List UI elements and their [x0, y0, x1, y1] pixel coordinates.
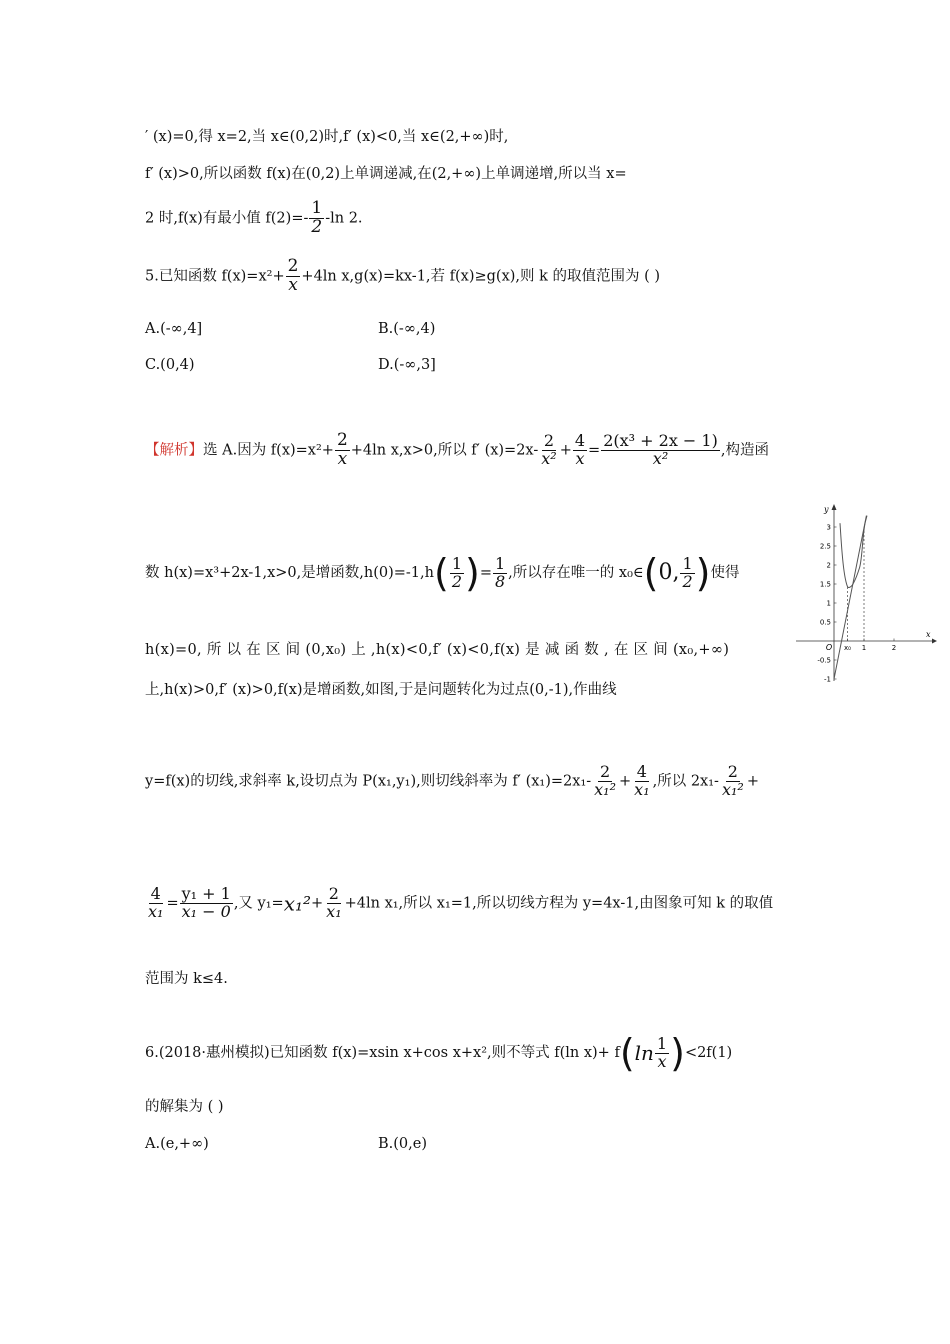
x-tick-label: 2: [891, 644, 897, 652]
x-axis-arrow: [932, 639, 937, 644]
fraction: [655, 1033, 669, 1071]
left-paren: (: [433, 551, 449, 595]
series-tangent: [834, 516, 866, 679]
series-curve: [840, 516, 867, 588]
frac-den: x: [288, 274, 298, 295]
text: ,构造函: [720, 442, 769, 459]
y-tick-label: 0.5: [819, 618, 831, 627]
text: +: [559, 442, 572, 459]
y-tick-label: 3: [826, 523, 831, 532]
option-c: C.(0,4): [145, 357, 195, 373]
frac-num: 2: [543, 431, 555, 451]
fraction: [146, 886, 165, 921]
frac-num: 2(x³ + 2x − 1): [603, 431, 718, 451]
text: =: [588, 442, 601, 459]
option-6a: A.(e,+∞): [145, 1136, 209, 1152]
fraction: [592, 764, 618, 799]
frac-den: 2: [311, 216, 323, 237]
option-d: D.(-∞,3]: [378, 357, 436, 373]
text: ,所以存在唯一的 x₀∈: [508, 565, 644, 581]
fraction: [539, 433, 558, 468]
question-6-cont: 的解集为 ( ): [145, 1099, 224, 1115]
option-6b: B.(0,e): [378, 1136, 427, 1152]
text: ,所以 2x₁-: [652, 773, 719, 790]
option-b: B.(-∞,4): [378, 321, 436, 337]
frac-den: 2: [682, 571, 693, 591]
fraction: [450, 553, 464, 591]
frac-num: 1: [494, 553, 506, 573]
right-paren: ): [465, 551, 480, 595]
frac-num: y₁ + 1: [181, 884, 231, 903]
fraction: [573, 433, 587, 468]
fraction: [335, 432, 350, 469]
frac-num: 2: [599, 762, 611, 781]
frac-num: 2: [727, 762, 738, 781]
text: =: [479, 565, 492, 581]
text: +: [746, 773, 759, 790]
frac-num: 4: [636, 762, 647, 781]
solution-line-7: 范围为 k≤4.: [145, 971, 228, 987]
right-paren: ): [695, 551, 711, 595]
text: <2f(1): [684, 1045, 733, 1061]
text: 数 h(x)=x³+2x-1,x>0,是增函数,h(0)=-1,h: [145, 565, 434, 581]
fraction: [286, 258, 301, 295]
interval-start: 0,: [658, 560, 680, 585]
frac-den: 8: [494, 571, 506, 591]
frac-den: x²: [541, 448, 557, 468]
text: +4ln x₁,所以 x₁=1,所以切线方程为 y=4x-1,由图象可知 k 的取值: [344, 895, 774, 912]
frac-den: x: [657, 1051, 667, 1071]
solution-line-3: h(x)=0, 所 以 在 区 间 (0,x₀) 上 ,h(x)<0,f′ (x)<0,f(x) 是 减 函 数 , 在 区 间 (x₀,+∞): [145, 642, 730, 658]
x-tick-label: x₀: [844, 644, 851, 652]
text: 使得: [710, 565, 740, 581]
frac-den: x: [337, 448, 348, 469]
frac-num: 1: [656, 1033, 668, 1053]
y-axis-label: y: [824, 505, 829, 514]
y-axis-arrow: [832, 504, 837, 510]
frac-num: 1: [311, 198, 323, 218]
option-a: A.(-∞,4]: [145, 321, 203, 337]
fraction: [180, 886, 233, 921]
frac-den: x²: [652, 448, 669, 468]
line-1: ′ (x)=0,得 x=2,当 x∈(0,2)时,f′ (x)<0,当 x∈(2,+∞)时,: [145, 129, 509, 145]
solution-line-1: [145, 432, 769, 469]
text: 5.已知函数 f(x)=x²+: [145, 268, 285, 285]
frac-num: 4: [574, 431, 586, 451]
right-paren: ): [670, 1031, 685, 1075]
frac-num: 2: [336, 430, 348, 450]
fraction: [324, 886, 343, 921]
frac-num: 4: [150, 884, 161, 903]
line-2: f′ (x)>0,所以函数 f(x)在(0,2)上单调递减,在(2,+∞)上单调递增,所以当 x=: [145, 166, 627, 182]
frac-den: x: [575, 448, 585, 468]
text: +4ln x,x>0,所以 f′ (x)=2x-: [350, 442, 539, 459]
question-5: [145, 258, 660, 295]
line-3: [145, 200, 363, 237]
solution-line-5: [145, 764, 759, 799]
solution-line-6: [145, 886, 773, 921]
text: -ln 2.: [325, 210, 363, 227]
fraction: [309, 200, 324, 237]
text: ,又 y₁=: [233, 895, 284, 912]
question-6: [145, 1031, 733, 1075]
text: 6.(2018·惠州模拟)已知函数 f(x)=xsin x+cos x+x²,则不等式 f(ln x)+ f: [145, 1045, 620, 1061]
frac-num: 1: [682, 553, 693, 573]
frac-num: 2: [287, 256, 299, 276]
text: y=f(x)的切线,求斜率 k,设切点为 P(x₁,y₁),则切线斜率为 f′ (x₁)=2x₁-: [145, 773, 592, 790]
fraction: [493, 553, 507, 591]
x-tick-label: O: [825, 643, 833, 652]
text: =: [166, 895, 179, 912]
solution-tag: 【解析】: [145, 442, 203, 459]
frac-den: x₁: [148, 901, 164, 921]
frac-den: x₁: [634, 779, 650, 799]
fraction: [601, 433, 720, 468]
y-tick-label: 2: [826, 561, 831, 570]
solution-line-4: 上,h(x)>0,f′ (x)>0,f(x)是增函数,如图,于是问题转化为过点(0,-1),作曲线: [145, 682, 617, 698]
left-paren: (: [643, 551, 659, 595]
left-paren: (: [619, 1031, 635, 1075]
text: 选 A.因为 f(x)=x²+: [203, 442, 334, 459]
fraction: [720, 764, 746, 799]
fraction: [680, 553, 694, 591]
text: +4ln x,g(x)=kx-1,若 f(x)≥g(x),则 k 的取值范围为 ( ): [301, 268, 661, 285]
x-axis-label: x: [926, 630, 931, 639]
text: +: [619, 773, 632, 790]
fraction: [632, 764, 651, 799]
y-tick-label: -1: [824, 675, 831, 683]
y-tick-label: 2.5: [819, 542, 831, 551]
ln-text: ln: [634, 1041, 654, 1065]
frac-den: x₁ − 0: [181, 901, 231, 921]
x-tick-label: 1: [861, 644, 867, 652]
text: 2 时,f(x)有最小值 f(2)=-: [145, 210, 309, 227]
frac-den: x₁²: [594, 779, 617, 799]
y-tick-label: 1: [826, 599, 831, 608]
frac-den: x₁²: [721, 779, 744, 799]
solution-line-2: [145, 551, 740, 595]
x1-squared: x₁²: [283, 891, 312, 916]
y-tick-label: -0.5: [817, 656, 831, 665]
y-tick-label: 1.5: [819, 580, 831, 589]
frac-den: x₁: [326, 901, 342, 921]
text: +: [311, 895, 324, 912]
function-graph: [792, 503, 937, 683]
frac-num: 1: [451, 553, 462, 573]
frac-den: 2: [451, 571, 462, 591]
frac-num: 2: [328, 884, 339, 903]
